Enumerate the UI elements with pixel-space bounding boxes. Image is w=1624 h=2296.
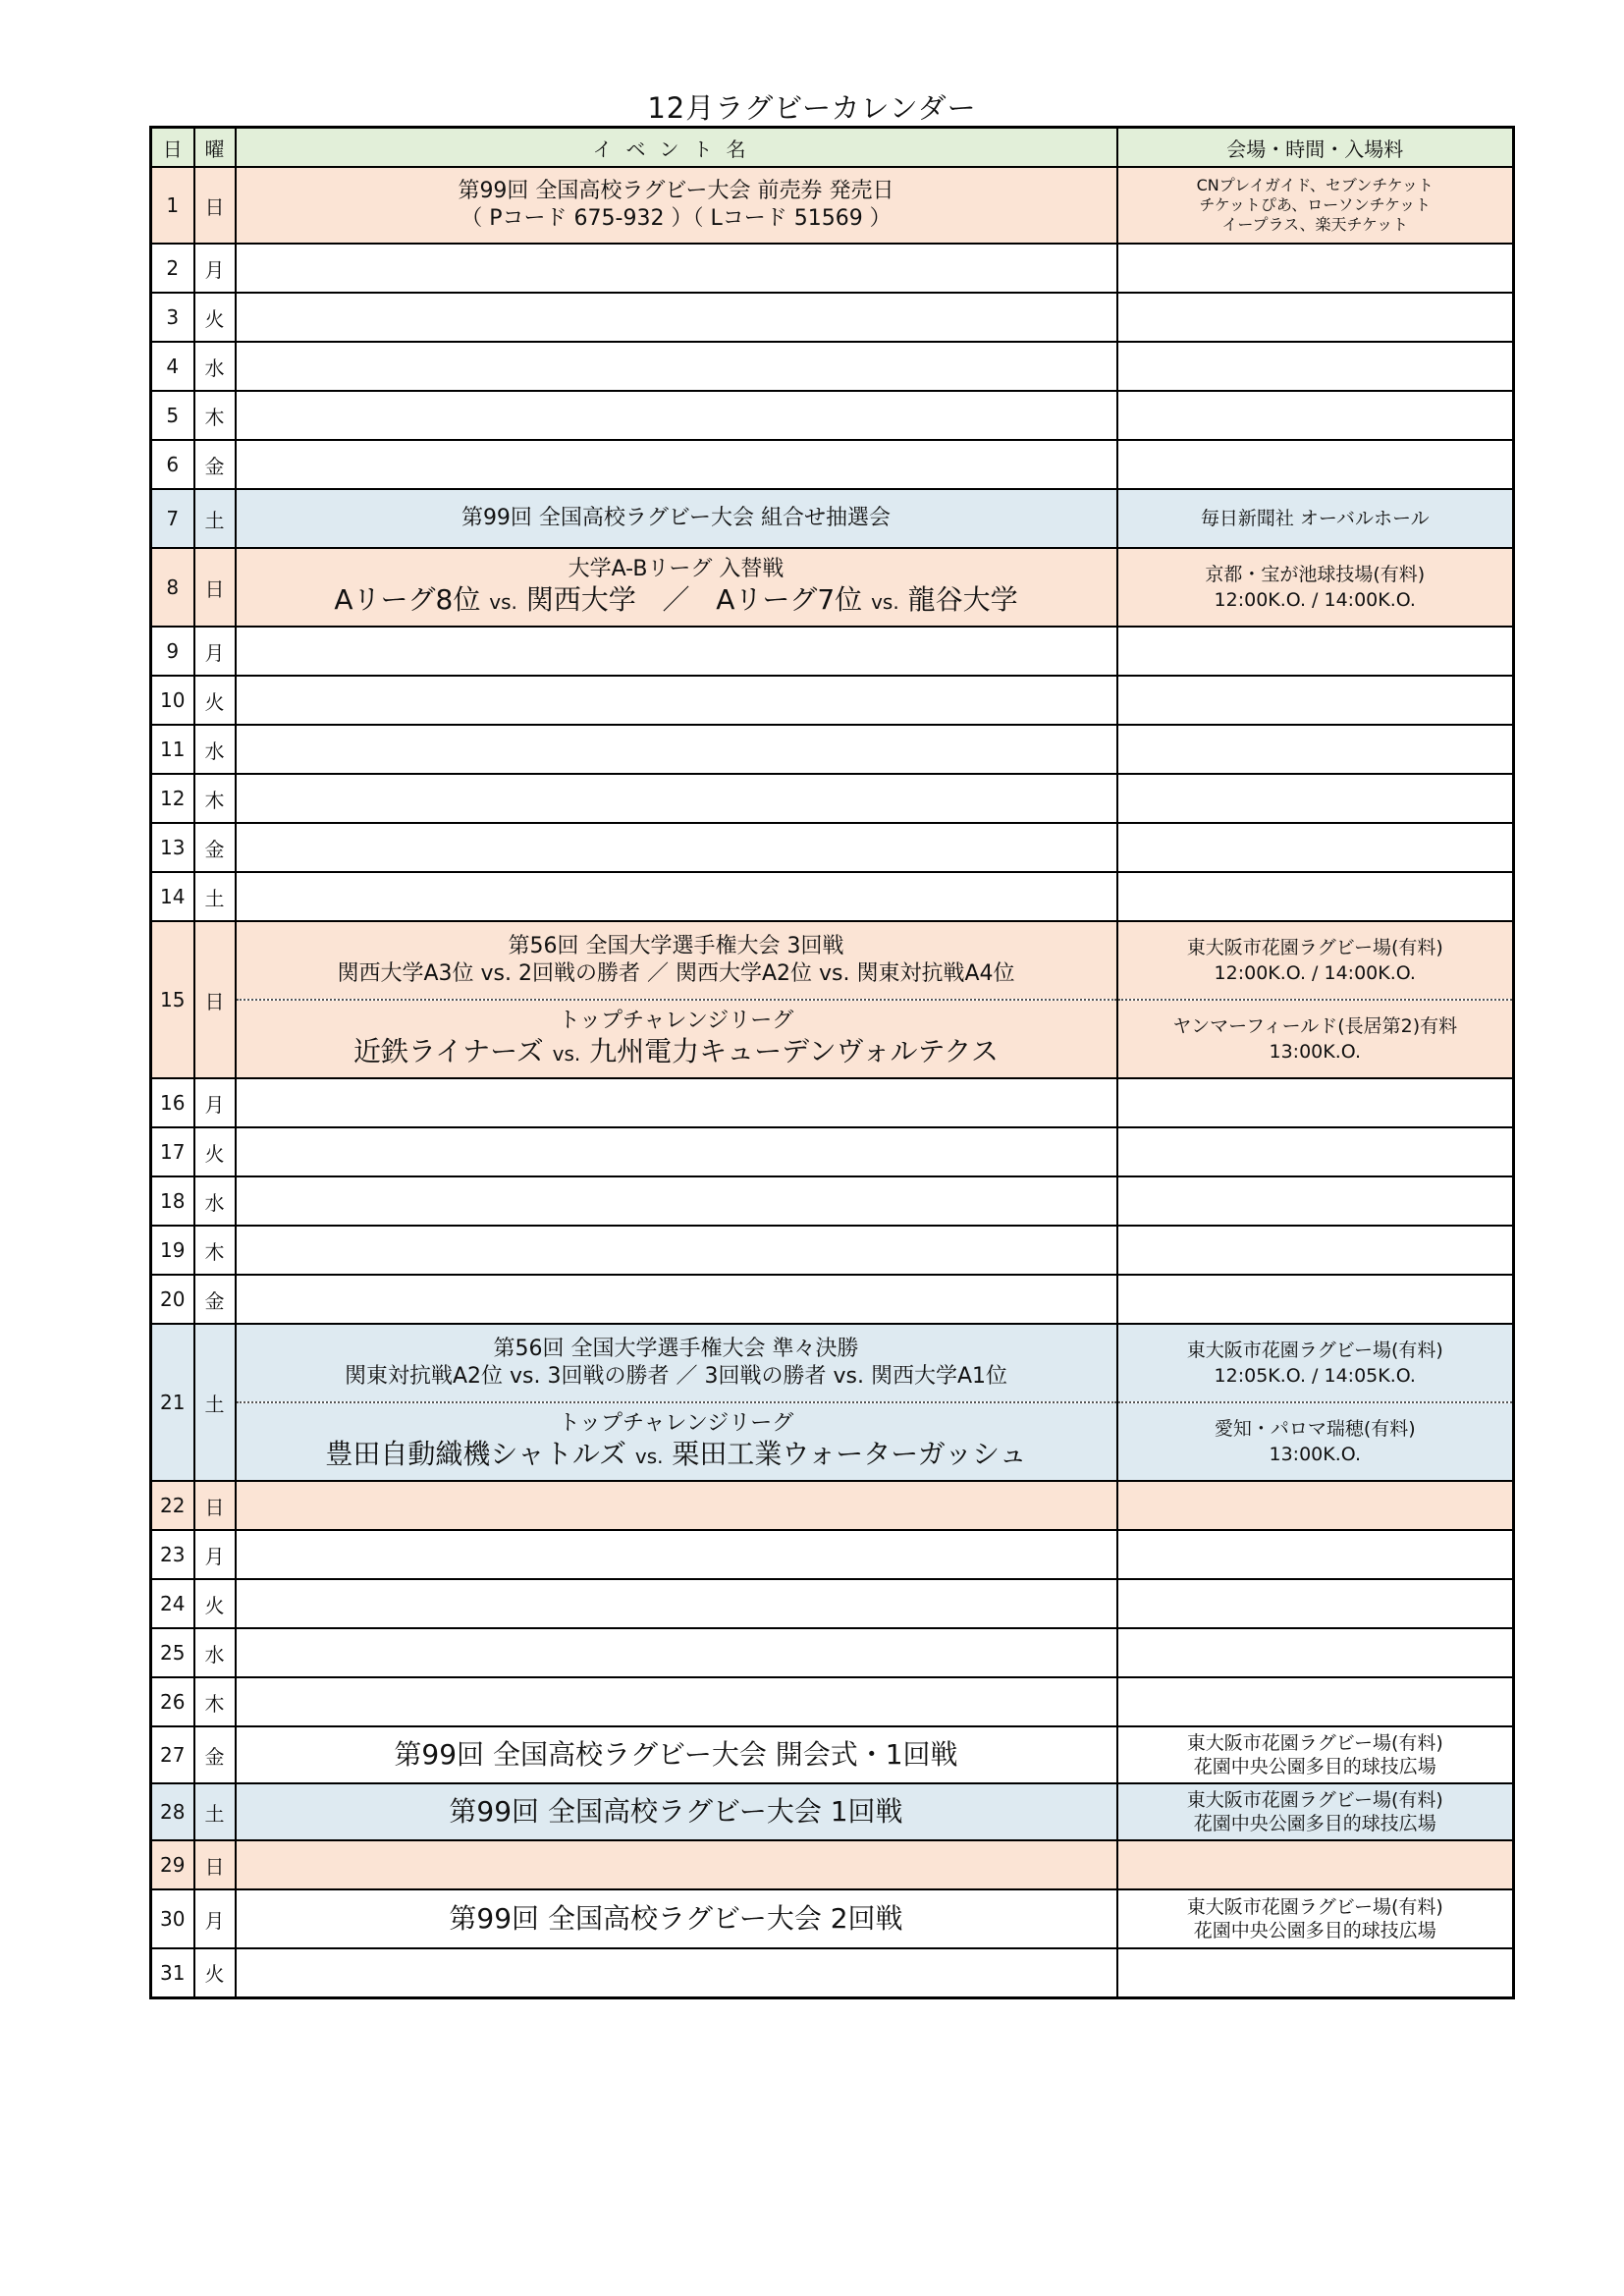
event-cell: 第99回 全国高校ラグビー大会 開会式・1回戦 bbox=[236, 1726, 1117, 1783]
table-row bbox=[151, 1677, 1514, 1726]
matchups: 関西大学A3位 vs. 2回戦の勝者 ／ 関西大学A2位 vs. 関東対抗戦A4位 bbox=[337, 961, 1015, 986]
weekday-cell: 水 bbox=[194, 342, 236, 391]
venue-cell bbox=[1117, 1579, 1514, 1628]
event-cell: 第99回 全国高校ラグビー大会 1回戦 bbox=[236, 1783, 1117, 1840]
header-venue: 会場・時間・入場料 bbox=[1117, 128, 1514, 168]
venue-cell bbox=[1117, 1783, 1514, 1840]
venue-cell bbox=[1117, 1530, 1514, 1579]
venue-cell bbox=[1117, 921, 1514, 1000]
day-cell: 9 bbox=[151, 627, 194, 676]
venue-cell bbox=[1117, 823, 1514, 872]
venue-cell bbox=[1117, 1226, 1514, 1275]
venue-cell bbox=[1117, 1677, 1514, 1726]
day-cell: 13 bbox=[151, 823, 194, 872]
kickoff-times: 13:00K.O. bbox=[1269, 1444, 1361, 1465]
weekday-cell: 月 bbox=[194, 1078, 236, 1127]
matchups bbox=[237, 1035, 1116, 1070]
venue-cell bbox=[1117, 1948, 1514, 1997]
venue-cell bbox=[1117, 1889, 1514, 1948]
venue-cell bbox=[1117, 1840, 1514, 1889]
table-header-row bbox=[151, 128, 1514, 168]
day-cell: 14 bbox=[151, 872, 194, 921]
table-row bbox=[151, 1783, 1514, 1840]
event-cell bbox=[236, 676, 1117, 725]
day-cell: 18 bbox=[151, 1176, 194, 1226]
table-row bbox=[151, 1726, 1514, 1783]
team-name: 関西大学 bbox=[525, 583, 636, 616]
event-cell bbox=[236, 548, 1117, 627]
table-row bbox=[151, 1000, 1514, 1078]
weekday-cell: 水 bbox=[194, 1628, 236, 1677]
table-row bbox=[151, 167, 1514, 244]
team-name: 豊田自動織機シャトルズ bbox=[325, 1438, 626, 1470]
day-cell: 21 bbox=[151, 1324, 194, 1481]
event-cell bbox=[236, 1000, 1117, 1078]
kickoff-times: 12:00K.O. / 14:00K.O. bbox=[1214, 962, 1416, 984]
event-cell bbox=[236, 725, 1117, 774]
event-cell bbox=[236, 1579, 1117, 1628]
day-cell: 29 bbox=[151, 1840, 194, 1889]
table-row bbox=[151, 1579, 1514, 1628]
day-cell: 15 bbox=[151, 921, 194, 1078]
matchups bbox=[237, 583, 1116, 619]
venue-cell bbox=[1117, 1078, 1514, 1127]
venue-cell bbox=[1117, 1402, 1514, 1481]
header-dow: 曜 bbox=[194, 128, 236, 168]
vs-label: vs. bbox=[489, 590, 517, 614]
event-title: 大学A-Bリーグ 入替戦 bbox=[568, 557, 785, 581]
venue-cell bbox=[1117, 725, 1514, 774]
table-row bbox=[151, 627, 1514, 676]
ticket-outlet: CNプレイガイド、セブンチケット bbox=[1196, 176, 1434, 194]
team-name: Aリーグ8位 bbox=[334, 583, 481, 616]
venue-cell bbox=[1117, 440, 1514, 489]
weekday-cell: 金 bbox=[194, 823, 236, 872]
venue-cell bbox=[1117, 1628, 1514, 1677]
table-row bbox=[151, 293, 1514, 342]
event-cell bbox=[236, 293, 1117, 342]
kickoff-times: 13:00K.O. bbox=[1269, 1041, 1361, 1063]
weekday-cell: 月 bbox=[194, 627, 236, 676]
event-cell bbox=[236, 440, 1117, 489]
weekday-cell: 日 bbox=[194, 167, 236, 244]
event-cell bbox=[236, 1530, 1117, 1579]
weekday-cell: 火 bbox=[194, 1948, 236, 1997]
table-row bbox=[151, 1176, 1514, 1226]
venue-cell bbox=[1117, 676, 1514, 725]
weekday-cell: 月 bbox=[194, 244, 236, 293]
event-cell bbox=[236, 823, 1117, 872]
matchups: 関東対抗戦A2位 vs. 3回戦の勝者 ／ 3回戦の勝者 vs. 関西大学A1位 bbox=[345, 1364, 1007, 1389]
table-row bbox=[151, 440, 1514, 489]
team-name: 龍谷大学 bbox=[907, 583, 1018, 616]
day-cell: 22 bbox=[151, 1481, 194, 1530]
event-cell bbox=[236, 1078, 1117, 1127]
table-row bbox=[151, 1324, 1514, 1402]
event-cell bbox=[236, 1127, 1117, 1176]
event-cell bbox=[236, 1275, 1117, 1324]
event-cell: 第99回 全国高校ラグビー大会 2回戦 bbox=[236, 1889, 1117, 1948]
weekday-cell: 日 bbox=[194, 1840, 236, 1889]
day-cell: 11 bbox=[151, 725, 194, 774]
table-row bbox=[151, 1948, 1514, 1997]
table-row bbox=[151, 244, 1514, 293]
weekday-cell: 木 bbox=[194, 391, 236, 440]
event-cell bbox=[236, 167, 1117, 244]
venue-cell bbox=[1117, 627, 1514, 676]
table-row bbox=[151, 1402, 1514, 1481]
day-cell: 5 bbox=[151, 391, 194, 440]
venue-cell bbox=[1117, 1726, 1514, 1783]
venue-cell bbox=[1117, 1275, 1514, 1324]
team-name: Aリーグ7位 bbox=[716, 583, 863, 616]
table-row bbox=[151, 1275, 1514, 1324]
event-cell bbox=[236, 244, 1117, 293]
venue-name: 東大阪市花園ラグビー場(有料) bbox=[1186, 1896, 1443, 1918]
weekday-cell: 水 bbox=[194, 1176, 236, 1226]
event-cell bbox=[236, 1481, 1117, 1530]
ticket-outlet: チケットぴあ、ローソンチケット bbox=[1199, 195, 1432, 214]
event-title: 第56回 全国大学選手権大会 準々決勝 bbox=[493, 1337, 859, 1361]
header-event: イベント名 bbox=[236, 128, 1117, 168]
weekday-cell: 土 bbox=[194, 489, 236, 548]
weekday-cell: 金 bbox=[194, 1726, 236, 1783]
event-cell bbox=[236, 774, 1117, 823]
table-row bbox=[151, 342, 1514, 391]
weekday-cell: 金 bbox=[194, 1275, 236, 1324]
event-cell bbox=[236, 391, 1117, 440]
venue-name: 東大阪市花園ラグビー場(有料) bbox=[1186, 1732, 1443, 1754]
kickoff-times: 12:05K.O. / 14:05K.O. bbox=[1214, 1365, 1416, 1387]
event-cell bbox=[236, 1402, 1117, 1481]
venue-cell bbox=[1117, 244, 1514, 293]
weekday-cell: 日 bbox=[194, 1481, 236, 1530]
day-cell: 12 bbox=[151, 774, 194, 823]
weekday-cell: 月 bbox=[194, 1889, 236, 1948]
event-cell bbox=[236, 1226, 1117, 1275]
event-title: トップチャレンジリーグ bbox=[558, 1009, 794, 1033]
table-row bbox=[151, 391, 1514, 440]
weekday-cell: 土 bbox=[194, 872, 236, 921]
day-cell: 20 bbox=[151, 1275, 194, 1324]
day-cell: 1 bbox=[151, 167, 194, 244]
day-cell: 2 bbox=[151, 244, 194, 293]
ticket-codes: （ Pコード 675-932 ）（ Lコード 51569 ） bbox=[460, 206, 892, 231]
day-cell: 25 bbox=[151, 1628, 194, 1677]
event-title: 第56回 全国大学選手権大会 3回戦 bbox=[508, 934, 844, 958]
event-cell bbox=[236, 872, 1117, 921]
venue-name: 花園中央公園多目的球技広場 bbox=[1193, 1920, 1436, 1941]
event-cell: 第99回 全国高校ラグビー大会 組合せ抽選会 bbox=[236, 489, 1117, 548]
day-cell: 24 bbox=[151, 1579, 194, 1628]
event-cell bbox=[236, 1628, 1117, 1677]
matchups bbox=[237, 1438, 1116, 1473]
team-name: 九州電力キューデンヴォルテクス bbox=[589, 1035, 1000, 1067]
weekday-cell: 金 bbox=[194, 440, 236, 489]
venue-name: 東大阪市花園ラグビー場(有料) bbox=[1186, 1789, 1443, 1811]
vs-label: vs. bbox=[871, 590, 899, 614]
day-cell: 4 bbox=[151, 342, 194, 391]
event-cell bbox=[236, 1324, 1117, 1402]
table-row bbox=[151, 1226, 1514, 1275]
venue-cell bbox=[1117, 1324, 1514, 1402]
weekday-cell: 火 bbox=[194, 293, 236, 342]
event-cell bbox=[236, 921, 1117, 1000]
venue-cell bbox=[1117, 548, 1514, 627]
kickoff-times: 12:00K.O. / 14:00K.O. bbox=[1214, 589, 1416, 611]
day-cell: 23 bbox=[151, 1530, 194, 1579]
event-cell bbox=[236, 342, 1117, 391]
table-row bbox=[151, 921, 1514, 1000]
table-row bbox=[151, 676, 1514, 725]
day-cell: 16 bbox=[151, 1078, 194, 1127]
venue-cell bbox=[1117, 1000, 1514, 1078]
day-cell: 8 bbox=[151, 548, 194, 627]
weekday-cell: 木 bbox=[194, 774, 236, 823]
weekday-cell: 水 bbox=[194, 725, 236, 774]
team-name: 栗田工業ウォーターガッシュ bbox=[672, 1438, 1027, 1470]
separator: ／ bbox=[662, 583, 690, 616]
event-cell bbox=[236, 1176, 1117, 1226]
venue-name: 東大阪市花園ラグビー場(有料) bbox=[1186, 937, 1443, 958]
event-cell bbox=[236, 1840, 1117, 1889]
day-cell: 17 bbox=[151, 1127, 194, 1176]
event-cell bbox=[236, 627, 1117, 676]
table-row bbox=[151, 1078, 1514, 1127]
day-cell: 3 bbox=[151, 293, 194, 342]
table-row bbox=[151, 1530, 1514, 1579]
day-cell: 31 bbox=[151, 1948, 194, 1997]
venue-name: 愛知・パロマ瑞穂(有料) bbox=[1214, 1418, 1416, 1440]
venue-cell bbox=[1117, 1481, 1514, 1530]
venue-name: 京都・宝が池球技場(有料) bbox=[1205, 564, 1426, 585]
table-row bbox=[151, 489, 1514, 548]
weekday-cell: 木 bbox=[194, 1226, 236, 1275]
day-cell: 6 bbox=[151, 440, 194, 489]
weekday-cell: 日 bbox=[194, 548, 236, 627]
event-title: トップチャレンジリーグ bbox=[558, 1411, 794, 1436]
weekday-cell: 土 bbox=[194, 1324, 236, 1481]
table-row bbox=[151, 1481, 1514, 1530]
day-cell: 7 bbox=[151, 489, 194, 548]
calendar-table bbox=[149, 126, 1515, 1999]
day-cell: 28 bbox=[151, 1783, 194, 1840]
table-row bbox=[151, 1889, 1514, 1948]
venue-name: 東大阪市花園ラグビー場(有料) bbox=[1186, 1339, 1443, 1361]
venue-cell bbox=[1117, 391, 1514, 440]
day-cell: 26 bbox=[151, 1677, 194, 1726]
event-title: 第99回 全国高校ラグビー大会 前売券 発売日 bbox=[458, 179, 894, 203]
weekday-cell: 土 bbox=[194, 1783, 236, 1840]
table-row bbox=[151, 548, 1514, 627]
vs-label: vs. bbox=[634, 1445, 664, 1468]
venue-cell bbox=[1117, 1176, 1514, 1226]
vs-label: vs. bbox=[552, 1042, 581, 1066]
weekday-cell: 火 bbox=[194, 1127, 236, 1176]
event-cell bbox=[236, 1948, 1117, 1997]
venue-cell bbox=[1117, 774, 1514, 823]
venue-name: 花園中央公園多目的球技広場 bbox=[1193, 1756, 1436, 1777]
ticket-outlet: イープラス、楽天チケット bbox=[1221, 215, 1409, 234]
venue-name: 花園中央公園多目的球技広場 bbox=[1193, 1813, 1436, 1834]
venue-cell bbox=[1117, 167, 1514, 244]
table-row bbox=[151, 872, 1514, 921]
day-cell: 27 bbox=[151, 1726, 194, 1783]
table-row bbox=[151, 1127, 1514, 1176]
event-cell bbox=[236, 1677, 1117, 1726]
day-cell: 19 bbox=[151, 1226, 194, 1275]
weekday-cell: 火 bbox=[194, 1579, 236, 1628]
table-row bbox=[151, 823, 1514, 872]
venue-cell bbox=[1117, 293, 1514, 342]
weekday-cell: 火 bbox=[194, 676, 236, 725]
venue-cell bbox=[1117, 342, 1514, 391]
day-cell: 30 bbox=[151, 1889, 194, 1948]
weekday-cell: 木 bbox=[194, 1677, 236, 1726]
venue-cell bbox=[1117, 872, 1514, 921]
day-cell: 10 bbox=[151, 676, 194, 725]
table-row bbox=[151, 1628, 1514, 1677]
header-day: 日 bbox=[151, 128, 194, 168]
venue-name: ヤンマーフィールド(長居第2)有料 bbox=[1172, 1015, 1458, 1037]
weekday-cell: 月 bbox=[194, 1530, 236, 1579]
page-title: 12月ラグビーカレンダー bbox=[647, 91, 977, 125]
table-row bbox=[151, 774, 1514, 823]
venue-cell bbox=[1117, 1127, 1514, 1176]
venue-cell: 毎日新聞社 オーバルホール bbox=[1117, 489, 1514, 548]
table-row bbox=[151, 1840, 1514, 1889]
table-row bbox=[151, 725, 1514, 774]
team-name: 近鉄ライナーズ bbox=[352, 1035, 544, 1067]
weekday-cell: 日 bbox=[194, 921, 236, 1078]
